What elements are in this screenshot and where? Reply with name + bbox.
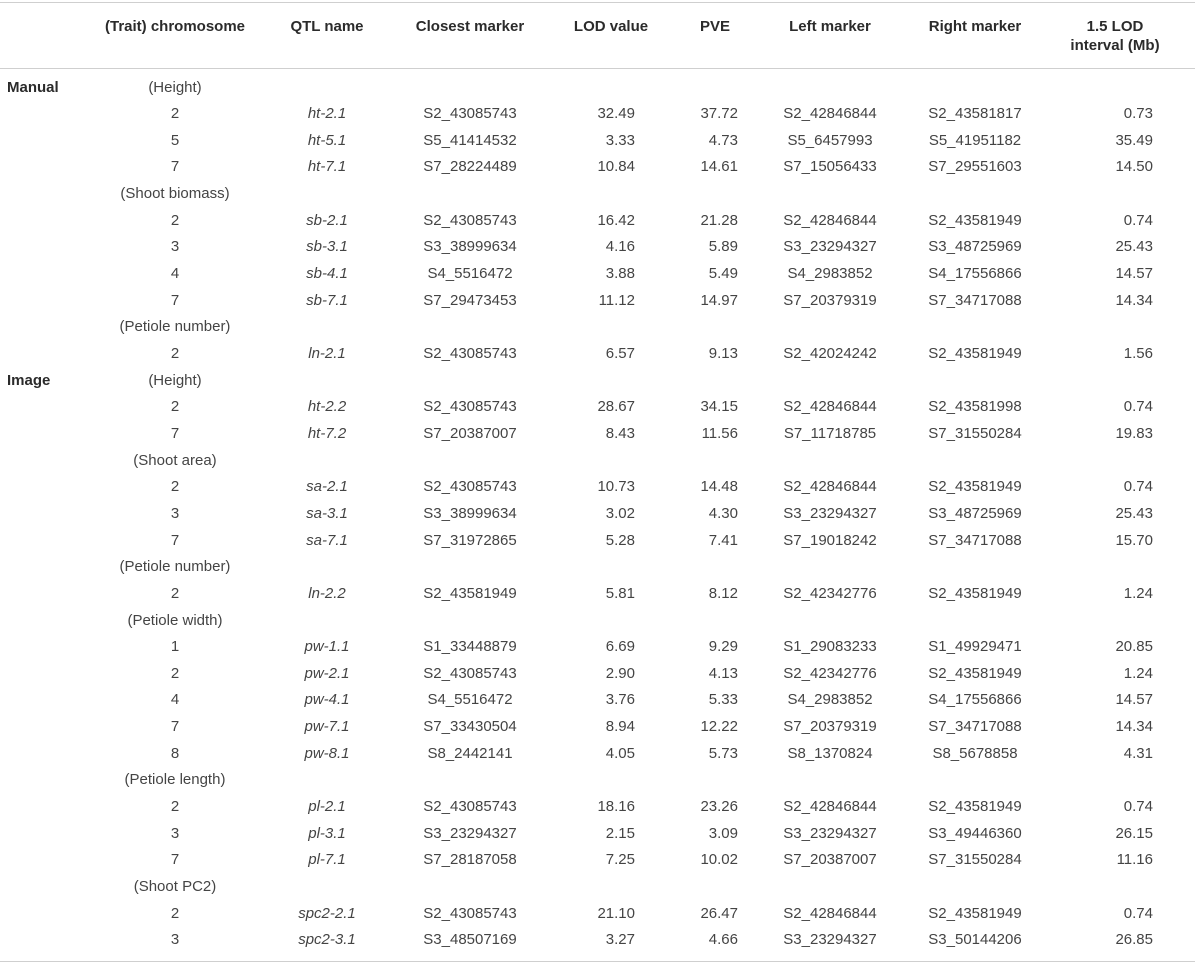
cell-qtl: pl-2.1 — [308, 798, 346, 816]
cell-left: S7_20387007 — [783, 851, 877, 869]
cell-pve: 5.49 — [708, 265, 738, 283]
trait-label: (Height) — [148, 78, 202, 96]
cell-closest: S4_5516472 — [427, 265, 513, 283]
cell-right: S1_49929471 — [928, 638, 1022, 656]
table-row — [0, 848, 1195, 875]
cell-right: S2_43581949 — [928, 478, 1022, 496]
cell-pve: 34.15 — [700, 398, 738, 416]
cell-lod: 10.73 — [597, 478, 635, 496]
cell-pve: 9.13 — [708, 345, 738, 362]
cell-closest: S7_28187058 — [423, 851, 517, 869]
cell-chr: 2 — [170, 105, 180, 123]
table-row — [0, 902, 1195, 929]
cell-left: S2_42846844 — [783, 904, 877, 922]
cell-qtl: sb-3.1 — [306, 238, 348, 256]
cell-qtl: ht-7.2 — [307, 424, 347, 442]
trait-header-row — [0, 875, 1195, 902]
cell-interval: 26.15 — [1115, 824, 1153, 842]
cell-interval: 26.85 — [1115, 931, 1153, 949]
cell-left: S2_42342776 — [783, 584, 877, 602]
cell-pve: 3.09 — [708, 824, 738, 842]
cell-pve: 4.66 — [708, 931, 738, 949]
cell-lod: 5.81 — [605, 584, 635, 602]
cell-qtl: pl-3.1 — [308, 824, 346, 842]
cell-qtl: ht-7.1 — [307, 158, 347, 176]
cell-right: S7_29551603 — [928, 158, 1022, 176]
trait-label: (Height) — [148, 371, 202, 389]
trait-header-row — [0, 315, 1195, 342]
table-row — [0, 688, 1195, 715]
cell-interval: 0.74 — [1123, 211, 1153, 229]
cell-qtl: pl-7.1 — [308, 851, 346, 869]
cell-right: S3_50144206 — [928, 931, 1022, 949]
cell-closest: S2_43085743 — [423, 664, 517, 682]
cell-left: S3_23294327 — [783, 504, 877, 522]
cell-qtl: pw-1.1 — [304, 638, 350, 656]
cell-interval: 14.57 — [1115, 691, 1153, 709]
cell-qtl: ht-5.1 — [307, 131, 347, 149]
cell-right: S7_31550284 — [928, 851, 1022, 869]
cell-qtl: spc2-2.1 — [298, 904, 356, 922]
cell-chr: 4 — [170, 265, 180, 283]
group-label: Image — [7, 371, 51, 389]
cell-chr: 2 — [170, 904, 180, 922]
cell-chr: 3 — [170, 238, 180, 256]
cell-qtl: ht-2.2 — [307, 398, 347, 416]
cell-left: S2_42846844 — [783, 211, 877, 229]
cell-lod: 32.49 — [597, 105, 635, 123]
trait-label: (Shoot biomass) — [120, 185, 230, 203]
cell-qtl: pw-2.1 — [304, 664, 350, 682]
cell-chr: 7 — [170, 531, 180, 549]
cell-right: S4_17556866 — [928, 265, 1022, 283]
cell-closest: S2_43085743 — [423, 345, 517, 362]
cell-chr: 7 — [170, 718, 180, 736]
cell-lod: 6.57 — [605, 345, 635, 362]
cell-pve: 26.47 — [700, 904, 738, 922]
cell-closest: S2_43085743 — [423, 211, 517, 229]
cell-chr: 4 — [170, 691, 180, 709]
header-right-marker: Right marker — [928, 18, 1022, 35]
cell-chr: 7 — [170, 424, 180, 442]
cell-interval: 14.34 — [1115, 718, 1153, 736]
cell-right: S3_49446360 — [928, 824, 1022, 842]
cell-right: S2_43581949 — [928, 584, 1022, 602]
trait-header-row — [0, 768, 1195, 795]
trait-label: (Shoot PC2) — [133, 878, 217, 895]
cell-closest: S8_2442141 — [427, 744, 513, 762]
cell-closest: S1_33448879 — [423, 638, 517, 656]
trait-header-row — [0, 609, 1195, 636]
cell-pve: 11.56 — [701, 424, 738, 442]
cell-pve: 14.61 — [700, 158, 738, 176]
trait-label: (Petiole length) — [124, 771, 226, 789]
cell-lod: 6.69 — [605, 638, 635, 656]
cell-interval: 1.56 — [1123, 345, 1153, 362]
header-bottom-rule — [0, 68, 1195, 69]
cell-interval: 1.24 — [1123, 664, 1153, 682]
cell-lod: 10.84 — [597, 158, 635, 176]
cell-interval: 25.43 — [1115, 504, 1153, 522]
cell-left: S1_29083233 — [783, 638, 877, 656]
table-row — [0, 795, 1195, 822]
trait-header-row — [0, 182, 1195, 209]
cell-left: S7_11718785 — [783, 424, 877, 442]
cell-lod: 16.42 — [597, 211, 635, 229]
cell-closest: S4_5516472 — [427, 691, 513, 709]
cell-chr: 2 — [170, 664, 180, 682]
cell-chr: 2 — [170, 398, 180, 416]
cell-qtl: sb-4.1 — [306, 265, 348, 283]
cell-interval: 14.50 — [1115, 158, 1153, 176]
cell-interval: 4.31 — [1123, 744, 1153, 762]
cell-closest: S2_43085743 — [423, 105, 517, 123]
cell-lod: 7.25 — [605, 851, 635, 869]
table-row — [0, 715, 1195, 742]
cell-left: S4_2983852 — [787, 265, 873, 283]
cell-right: S5_41951182 — [928, 131, 1022, 149]
cell-lod: 21.10 — [597, 904, 635, 922]
cell-lod: 5.28 — [605, 531, 635, 549]
cell-lod: 2.90 — [605, 664, 635, 682]
cell-lod: 4.05 — [605, 744, 635, 762]
cell-pve: 5.73 — [708, 744, 738, 762]
table-row — [0, 235, 1195, 262]
table-row — [0, 742, 1195, 769]
table-row — [0, 395, 1195, 422]
cell-qtl: sb-2.1 — [306, 211, 348, 229]
cell-interval: 1.24 — [1123, 584, 1153, 602]
cell-left: S2_42024242 — [783, 345, 877, 362]
cell-left: S5_6457993 — [787, 131, 873, 149]
cell-closest: S2_43085743 — [423, 904, 517, 922]
cell-pve: 14.97 — [700, 291, 738, 309]
cell-left: S7_19018242 — [783, 531, 877, 549]
cell-left: S3_23294327 — [783, 931, 877, 949]
table-bottom-rule — [0, 961, 1195, 962]
cell-qtl: sa-3.1 — [306, 504, 348, 522]
table-row — [0, 342, 1195, 369]
cell-closest: S5_41414532 — [423, 131, 517, 149]
cell-pve: 8.12 — [708, 584, 738, 602]
cell-pve: 4.73 — [708, 131, 738, 149]
cell-closest: S3_23294327 — [423, 824, 517, 842]
cell-right: S4_17556866 — [928, 691, 1022, 709]
cell-left: S2_42846844 — [783, 798, 877, 816]
cell-left: S2_42846844 — [783, 398, 877, 416]
cell-chr: 1 — [170, 638, 180, 656]
cell-closest: S3_48507169 — [423, 931, 517, 949]
table-row — [0, 662, 1195, 689]
header-trait-chromosome: (Trait) chromosome — [104, 18, 246, 35]
cell-right: S2_43581949 — [928, 904, 1022, 922]
cell-chr: 7 — [170, 851, 180, 869]
trait-label: (Shoot area) — [133, 451, 217, 469]
cell-qtl: sa-7.1 — [306, 531, 348, 549]
cell-right: S7_34717088 — [928, 718, 1022, 736]
cell-right: S3_48725969 — [928, 238, 1022, 256]
cell-lod: 8.43 — [605, 424, 635, 442]
header-closest-marker: Closest marker — [415, 18, 525, 35]
cell-right: S2_43581998 — [928, 398, 1022, 416]
header-left-marker: Left marker — [789, 18, 871, 35]
cell-pve: 5.89 — [708, 238, 738, 256]
cell-chr: 3 — [170, 931, 180, 949]
cell-left: S7_15056433 — [783, 158, 877, 176]
table-row — [0, 262, 1195, 289]
cell-lod: 28.67 — [597, 398, 635, 416]
cell-right: S8_5678858 — [932, 744, 1018, 762]
cell-pve: 4.30 — [708, 504, 738, 522]
cell-qtl: pw-4.1 — [304, 691, 350, 709]
cell-qtl: pw-8.1 — [304, 744, 350, 762]
cell-chr: 7 — [170, 291, 180, 309]
cell-interval: 0.74 — [1123, 398, 1153, 416]
table-row — [0, 422, 1195, 449]
cell-pve: 9.29 — [708, 638, 738, 656]
cell-pve: 7.41 — [708, 531, 738, 549]
header-lod-interval: 1.5 LOD interval (Mb) — [1070, 18, 1160, 54]
cell-interval: 0.74 — [1123, 904, 1153, 922]
table-row — [0, 209, 1195, 236]
cell-pve: 23.26 — [700, 798, 738, 816]
group-label: Manual — [7, 78, 59, 96]
cell-qtl: sb-7.1 — [306, 291, 348, 309]
cell-lod: 2.15 — [605, 824, 635, 842]
cell-lod: 18.16 — [597, 798, 635, 816]
cell-closest: S7_31972865 — [423, 531, 517, 549]
trait-header-row — [0, 555, 1195, 582]
table-row — [0, 928, 1195, 955]
cell-interval: 15.70 — [1115, 531, 1153, 549]
cell-chr: 8 — [170, 744, 180, 762]
table-row — [0, 155, 1195, 182]
cell-interval: 11.16 — [1116, 851, 1153, 869]
cell-interval: 20.85 — [1115, 638, 1153, 656]
cell-lod: 3.27 — [605, 931, 635, 949]
cell-right: S7_34717088 — [928, 531, 1022, 549]
cell-pve: 14.48 — [700, 478, 738, 496]
cell-lod: 3.02 — [605, 504, 635, 522]
cell-chr: 3 — [170, 824, 180, 842]
cell-right: S7_31550284 — [928, 424, 1022, 442]
cell-pve: 21.28 — [700, 211, 738, 229]
cell-qtl: spc2-3.1 — [298, 931, 356, 949]
trait-label: (Petiole number) — [119, 318, 231, 336]
trait-label: (Petiole number) — [119, 558, 231, 576]
cell-chr: 2 — [170, 478, 180, 496]
cell-lod: 8.94 — [605, 718, 635, 736]
cell-lod: 3.33 — [605, 131, 635, 149]
cell-lod: 3.76 — [605, 691, 635, 709]
cell-closest: S2_43085743 — [423, 478, 517, 496]
table-row — [0, 529, 1195, 556]
cell-qtl: pw-7.1 — [304, 718, 350, 736]
cell-left: S8_1370824 — [787, 744, 873, 762]
cell-chr: 7 — [170, 158, 180, 176]
cell-right: S3_48725969 — [928, 504, 1022, 522]
table-row — [0, 635, 1195, 662]
table-row — [0, 475, 1195, 502]
cell-closest: S7_33430504 — [423, 718, 517, 736]
cell-lod: 4.16 — [605, 238, 635, 256]
trait-header-row — [0, 369, 1195, 396]
table-row — [0, 102, 1195, 129]
cell-chr: 5 — [170, 131, 180, 149]
table-row — [0, 502, 1195, 529]
cell-closest: S2_43085743 — [423, 398, 517, 416]
cell-right: S7_34717088 — [928, 291, 1022, 309]
cell-interval: 35.49 — [1115, 131, 1153, 149]
cell-left: S2_42342776 — [783, 664, 877, 682]
cell-closest: S2_43581949 — [423, 584, 517, 602]
cell-closest: S3_38999634 — [423, 504, 517, 522]
cell-left: S2_42846844 — [783, 478, 877, 496]
cell-chr: 2 — [170, 211, 180, 229]
cell-chr: 2 — [170, 798, 180, 816]
cell-right: S2_43581949 — [928, 664, 1022, 682]
cell-left: S3_23294327 — [783, 824, 877, 842]
cell-closest: S7_28224489 — [423, 158, 517, 176]
cell-pve: 10.02 — [700, 851, 738, 869]
cell-closest: S2_43085743 — [423, 798, 517, 816]
cell-pve: 37.72 — [700, 105, 738, 123]
trait-header-row — [0, 76, 1195, 103]
cell-left: S2_42846844 — [783, 105, 877, 123]
cell-closest: S3_38999634 — [423, 238, 517, 256]
table-row — [0, 289, 1195, 316]
cell-left: S7_20379319 — [783, 718, 877, 736]
cell-pve: 12.22 — [700, 718, 738, 736]
header-lod-value: LOD value — [573, 18, 649, 35]
cell-left: S7_20379319 — [783, 291, 877, 309]
cell-right: S2_43581949 — [928, 211, 1022, 229]
cell-closest: S7_29473453 — [423, 291, 517, 309]
cell-right: S2_43581949 — [928, 798, 1022, 816]
cell-interval: 0.74 — [1123, 798, 1153, 816]
cell-left: S3_23294327 — [783, 238, 877, 256]
table-row — [0, 822, 1195, 849]
cell-pve: 4.13 — [708, 664, 738, 682]
cell-interval: 14.57 — [1115, 265, 1153, 283]
cell-qtl: ht-2.1 — [307, 105, 347, 123]
cell-qtl: ln-2.2 — [308, 584, 346, 602]
header-qtl-name: QTL name — [290, 18, 364, 35]
table-row — [0, 582, 1195, 609]
cell-chr: 2 — [170, 584, 180, 602]
cell-interval: 25.43 — [1115, 238, 1153, 256]
trait-label: (Petiole width) — [127, 611, 223, 629]
cell-interval: 19.83 — [1115, 424, 1153, 442]
cell-qtl: ln-2.1 — [308, 345, 346, 362]
cell-interval: 14.34 — [1115, 291, 1153, 309]
cell-lod: 3.88 — [605, 265, 635, 283]
cell-chr: 3 — [170, 504, 180, 522]
cell-interval: 0.73 — [1123, 105, 1153, 123]
cell-right: S2_43581817 — [928, 105, 1022, 123]
trait-header-row — [0, 449, 1195, 476]
cell-qtl: sa-2.1 — [306, 478, 348, 496]
table-row — [0, 129, 1195, 156]
cell-right: S2_43581949 — [928, 345, 1022, 362]
cell-closest: S7_20387007 — [423, 424, 517, 442]
cell-left: S4_2983852 — [787, 691, 873, 709]
header-pve: PVE — [699, 18, 730, 35]
cell-chr: 2 — [170, 345, 180, 362]
cell-pve: 5.33 — [708, 691, 738, 709]
cell-lod: 11.12 — [598, 291, 635, 309]
table-top-rule — [0, 2, 1195, 3]
cell-interval: 0.74 — [1123, 478, 1153, 496]
